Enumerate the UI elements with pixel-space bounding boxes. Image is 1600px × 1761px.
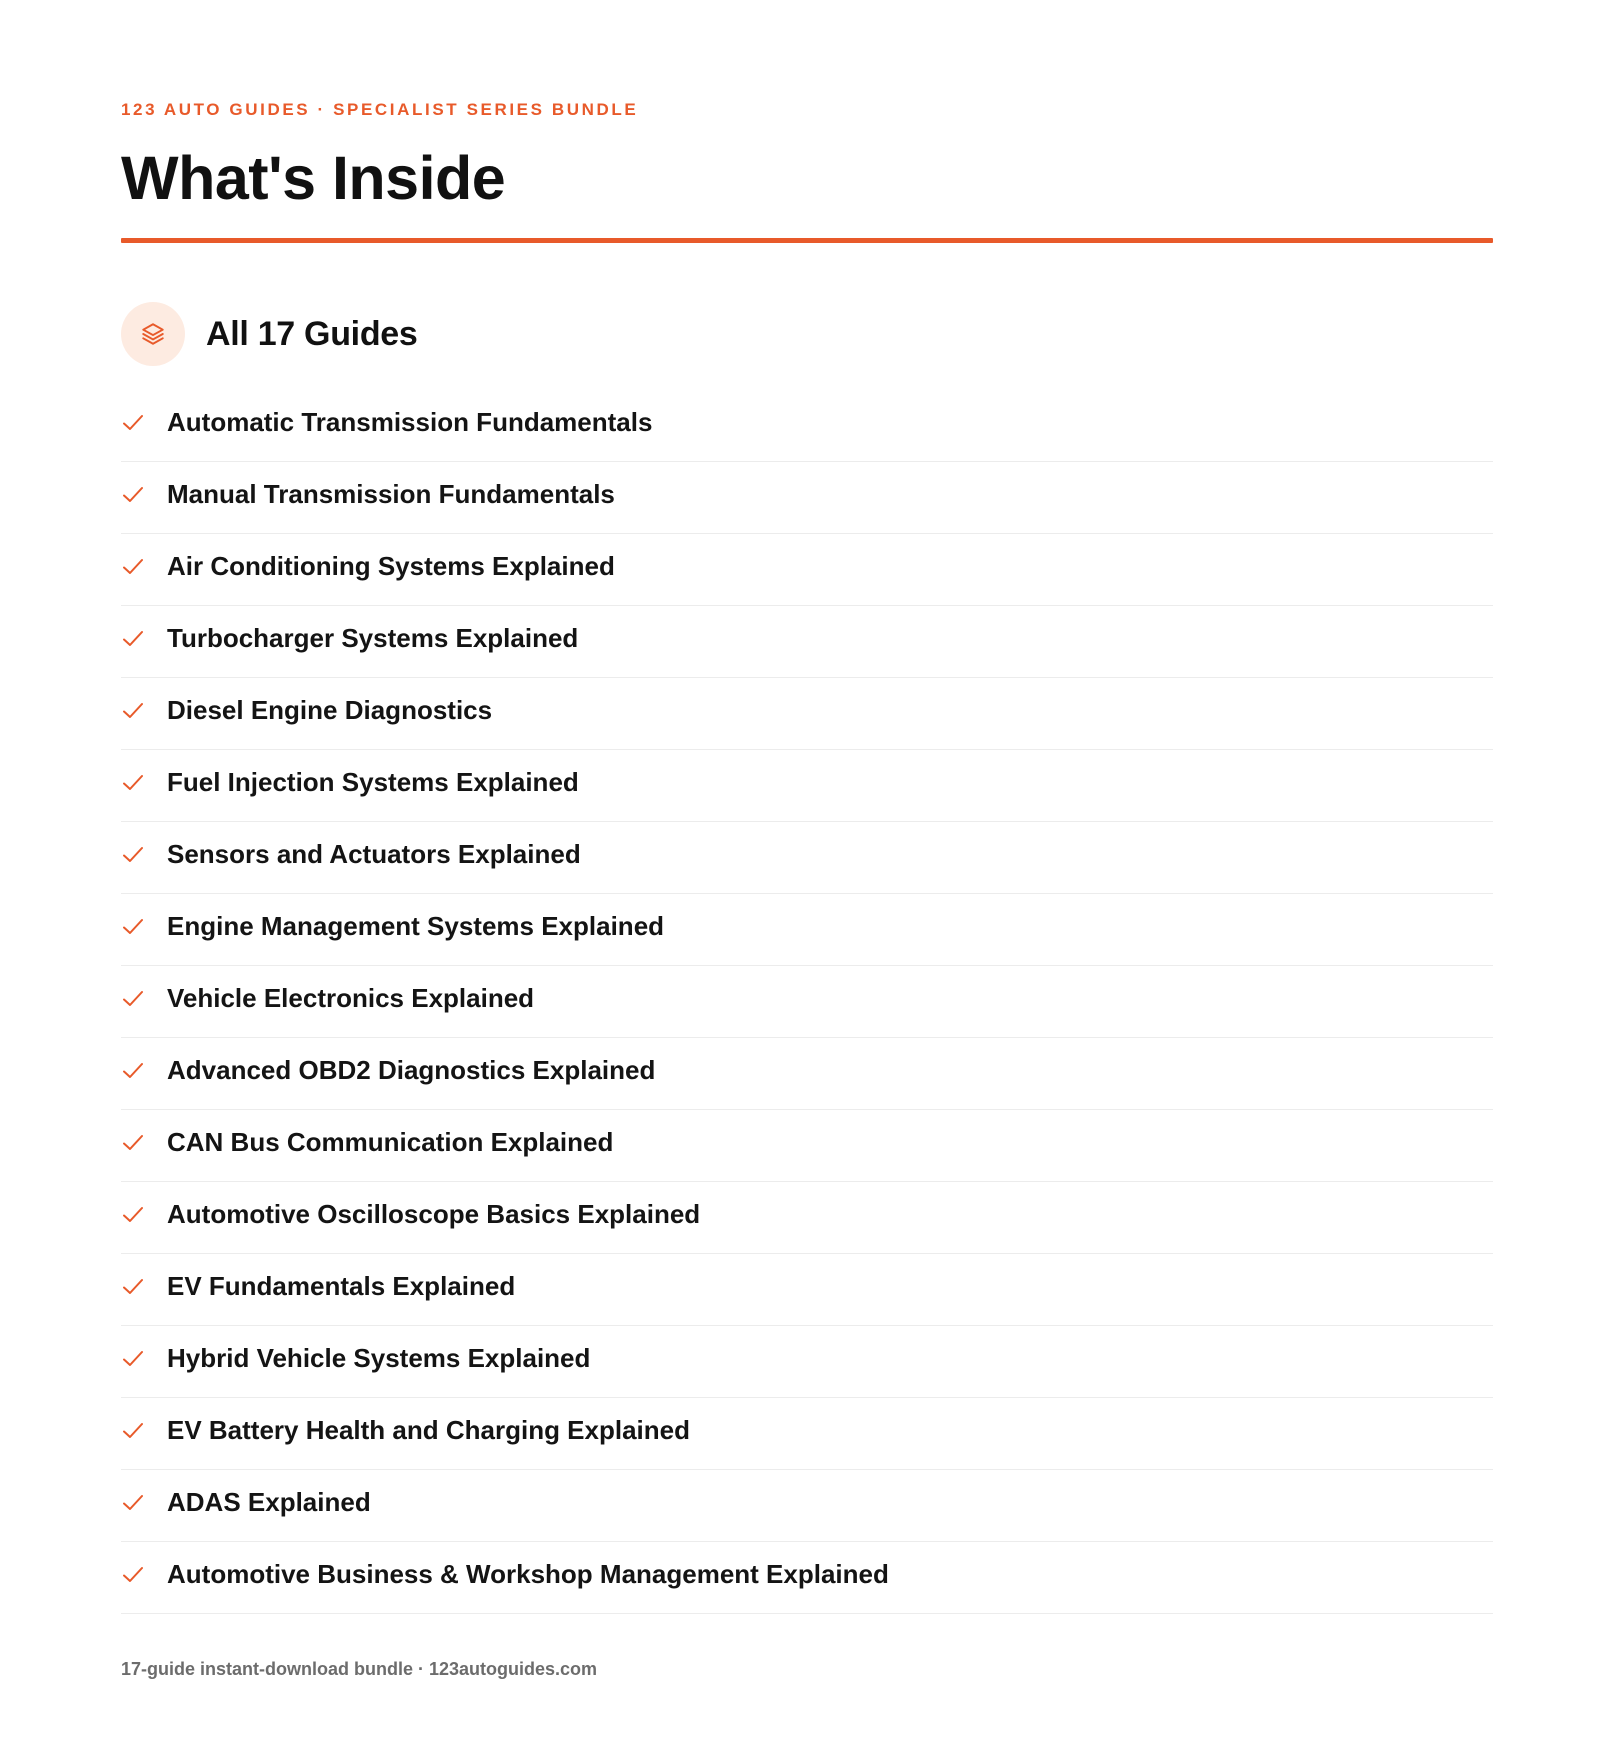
check-icon — [121, 627, 145, 651]
guide-list-item — [121, 1038, 1493, 1110]
check-icon — [121, 915, 145, 939]
check-icon — [121, 1275, 145, 1299]
guide-title: Sensors and Actuators Explained — [167, 839, 581, 869]
guide-title: Engine Management Systems Explained — [167, 911, 665, 941]
guide-title: Automotive Business & Workshop Management Explained — [167, 1559, 889, 1589]
check-icon — [121, 771, 145, 795]
check-icon — [121, 483, 145, 507]
check-icon — [121, 1563, 145, 1587]
guide-list-item — [121, 1470, 1493, 1542]
guide-title: Hybrid Vehicle Systems Explained — [167, 1343, 591, 1373]
check-icon — [121, 843, 145, 867]
check-icon — [121, 1131, 145, 1155]
guide-list-item — [121, 462, 1493, 534]
guide-title: Air Conditioning Systems Explained — [167, 551, 615, 581]
guide-list-item — [121, 390, 1493, 462]
guide-list-item — [121, 1542, 1493, 1614]
footer-note: 17-guide instant-download bundle · 123autoguides.com — [121, 1659, 598, 1679]
check-icon — [121, 1203, 145, 1227]
guide-list-item — [121, 1254, 1493, 1326]
check-icon — [121, 555, 145, 579]
title-divider — [121, 238, 1493, 243]
check-icon — [121, 411, 145, 435]
guide-title: Automotive Oscilloscope Basics Explained — [167, 1199, 701, 1229]
guide-list-item — [121, 1326, 1493, 1398]
page-title: What's Inside — [121, 144, 506, 212]
eyebrow-label: 123 AUTO GUIDES · SPECIALIST SERIES BUNDLE — [121, 100, 639, 119]
check-icon — [121, 1347, 145, 1371]
check-icon — [121, 699, 145, 723]
guide-list-item — [121, 678, 1493, 750]
check-icon — [121, 1419, 145, 1443]
guide-list-item — [121, 534, 1493, 606]
guide-list — [121, 390, 1493, 1614]
guide-title: Diesel Engine Diagnostics — [167, 695, 493, 725]
section-title: All 17 Guides — [206, 314, 418, 353]
guide-title: ADAS Explained — [167, 1487, 371, 1517]
guide-list-item — [121, 966, 1493, 1038]
guide-list-item — [121, 1110, 1493, 1182]
layers-icon — [121, 302, 185, 366]
guide-list-item — [121, 1398, 1493, 1470]
guide-list-item — [121, 606, 1493, 678]
guide-title: Fuel Injection Systems Explained — [167, 767, 579, 797]
guide-title: Advanced OBD2 Diagnostics Explained — [167, 1055, 656, 1085]
guide-title: EV Fundamentals Explained — [167, 1271, 516, 1301]
section-header — [121, 302, 1493, 366]
guide-title: Turbocharger Systems Explained — [167, 623, 579, 653]
guide-title: EV Battery Health and Charging Explained — [167, 1415, 690, 1445]
content-container — [121, 98, 1493, 1680]
guide-title: Automatic Transmission Fundamentals — [167, 407, 653, 437]
guide-list-item — [121, 894, 1493, 966]
guide-list-item — [121, 750, 1493, 822]
check-icon — [121, 987, 145, 1011]
guide-title: CAN Bus Communication Explained — [167, 1127, 614, 1157]
check-icon — [121, 1491, 145, 1515]
guide-title: Vehicle Electronics Explained — [167, 983, 535, 1013]
guide-title: Manual Transmission Fundamentals — [167, 479, 615, 509]
guide-list-item — [121, 822, 1493, 894]
guide-list-item — [121, 1182, 1493, 1254]
check-icon — [121, 1059, 145, 1083]
